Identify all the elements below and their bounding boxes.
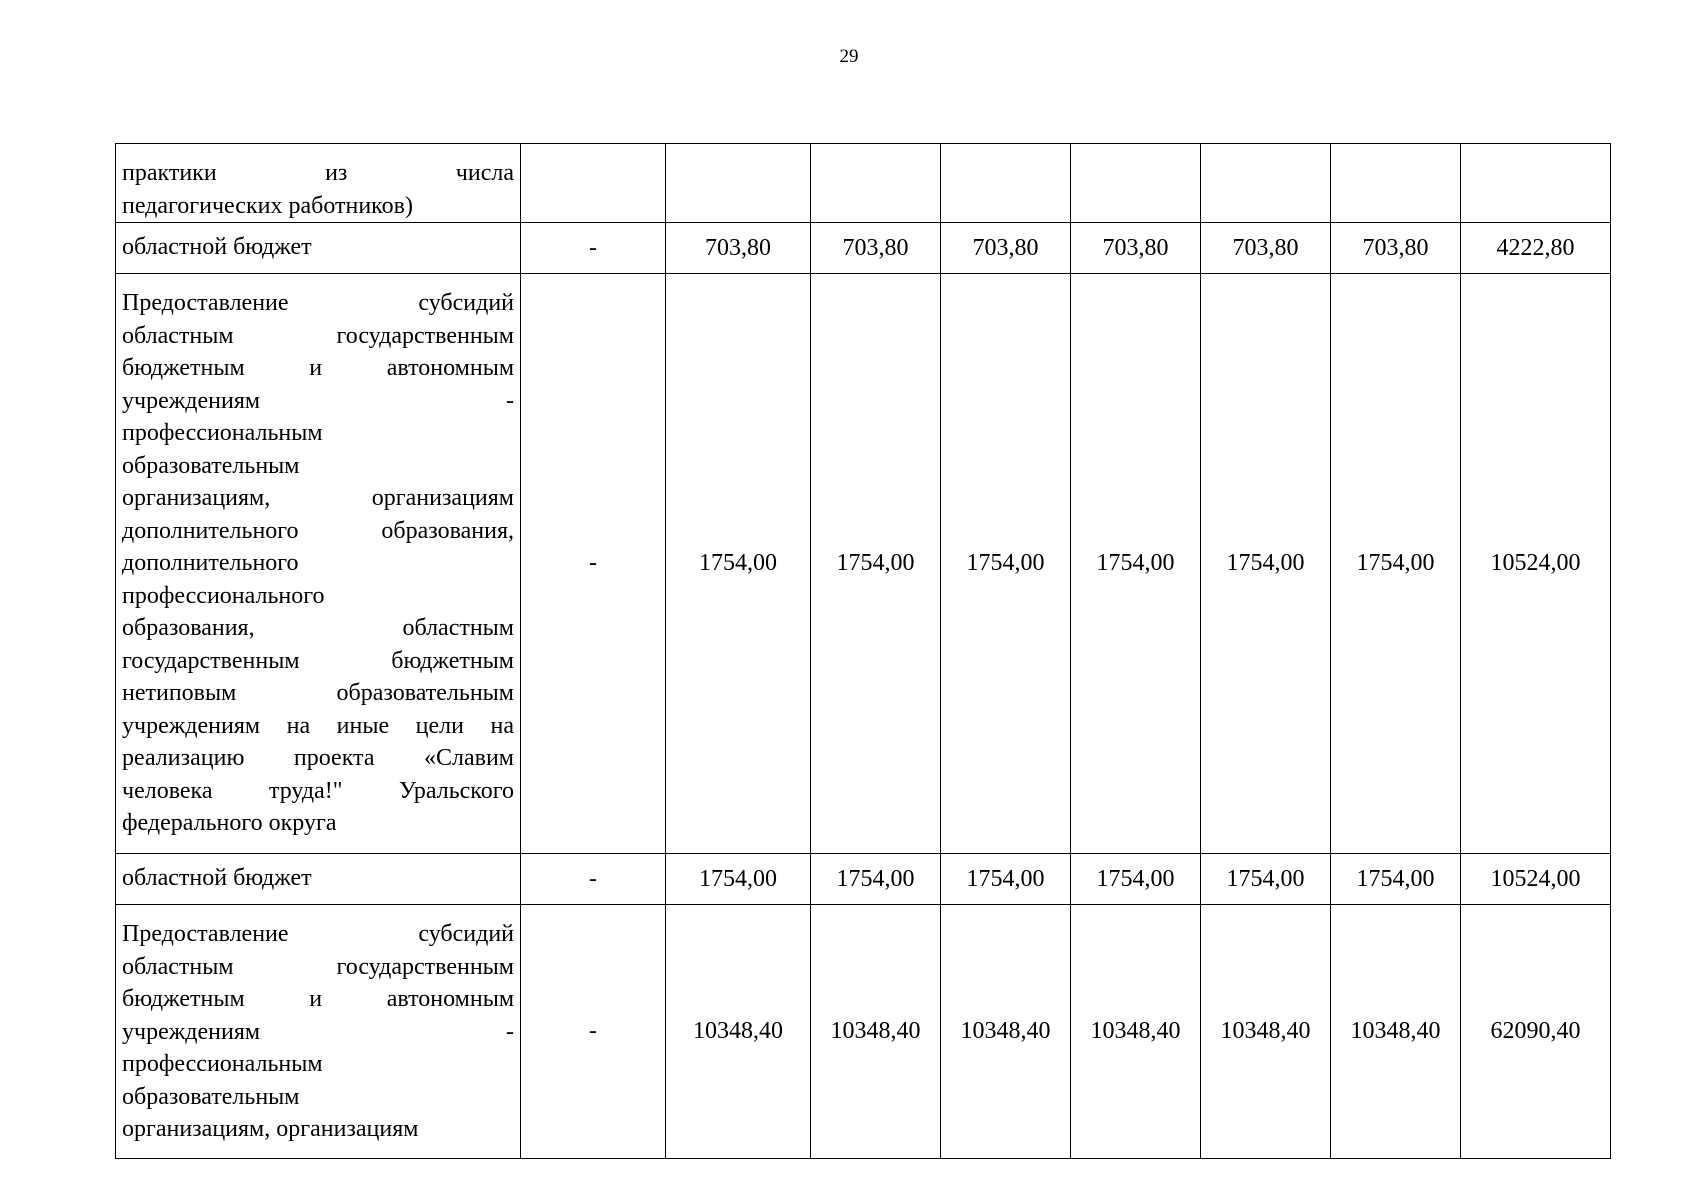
description-line: организациям, организациям	[122, 1116, 419, 1142]
year-value-cell	[1201, 144, 1331, 223]
year-value-cell: 703,80	[1071, 223, 1201, 274]
row-description	[116, 144, 521, 223]
description-line: учреждениям на иные цели на	[122, 712, 514, 739]
year-value-cell: 10348,40	[666, 905, 811, 1159]
row-description	[116, 223, 521, 274]
year-value-cell: 1754,00	[1331, 274, 1461, 854]
year-value-cell: 703,80	[1201, 223, 1331, 274]
description-line: педагогических работников)	[122, 192, 413, 219]
year-value-cell: 703,80	[1331, 223, 1461, 274]
year-value-cell: 1754,00	[941, 854, 1071, 905]
row-description	[116, 854, 521, 905]
year-value-cell: 1754,00	[1071, 854, 1201, 905]
table-body	[116, 144, 1611, 1159]
year-value-cell: 1754,00	[1071, 274, 1201, 854]
year-value-cell: 10348,40	[941, 905, 1071, 1159]
row-description	[116, 905, 521, 1159]
description-line: бюджетным и автономным	[122, 355, 514, 381]
year-value-cell: 703,80	[811, 223, 941, 274]
year-value-cell: 1754,00	[811, 274, 941, 854]
year-value-cell: 1754,00	[811, 854, 941, 905]
year-value-cell: 1754,00	[1331, 854, 1461, 905]
year-value-cell: 10348,40	[1331, 905, 1461, 1159]
source-cell: -	[521, 905, 666, 1159]
year-value-cell: 10348,40	[1201, 905, 1331, 1159]
total-cell: 62090,40	[1461, 905, 1611, 1159]
page-number: 29	[839, 46, 859, 67]
table-row	[116, 905, 1611, 1159]
year-value-cell: 1754,00	[666, 274, 811, 854]
table-row	[116, 223, 1611, 274]
year-value-cell: 1754,00	[666, 854, 811, 905]
description-line: областным государственным	[122, 953, 514, 980]
table-row	[116, 144, 1611, 223]
year-value-cell	[666, 144, 811, 223]
year-value-cell	[811, 144, 941, 223]
year-value-cell: 703,80	[666, 223, 811, 274]
description-line: учреждениям -	[122, 387, 514, 414]
source-cell	[521, 144, 666, 223]
description-line: областной бюджет	[122, 865, 312, 891]
year-value-cell: 10348,40	[811, 905, 941, 1159]
description-line: дополнительного	[122, 550, 299, 576]
source-cell: -	[521, 854, 666, 905]
description-line: Предоставление субсидий	[122, 921, 514, 947]
total-cell: 4222,80	[1461, 223, 1611, 274]
description-line: образовательным	[122, 1083, 300, 1110]
description-line: областной бюджет	[122, 234, 312, 260]
year-value-cell: 1754,00	[941, 274, 1071, 854]
description-line: государственным бюджетным	[122, 647, 514, 674]
description-line: практики из числа	[122, 160, 514, 186]
row-description	[116, 274, 521, 854]
description-line: учреждениям -	[122, 1018, 514, 1045]
total-cell: 10524,00	[1461, 274, 1611, 854]
year-value-cell	[1331, 144, 1461, 223]
source-cell: -	[521, 274, 666, 854]
description-line: организациям, организациям	[122, 485, 514, 511]
year-value-cell: 703,80	[941, 223, 1071, 274]
source-cell: -	[521, 223, 666, 274]
description-line: образования, областным	[122, 615, 514, 641]
description-line: бюджетным и автономным	[122, 986, 514, 1012]
description-line: нетиповым образовательным	[122, 680, 514, 706]
year-value-cell	[941, 144, 1071, 223]
description-line: профессионального	[122, 582, 325, 609]
year-value-cell	[1071, 144, 1201, 223]
year-value-cell: 1754,00	[1201, 854, 1331, 905]
year-value-cell: 1754,00	[1201, 274, 1331, 854]
description-line: образовательным	[122, 452, 300, 479]
budget-table	[115, 143, 1611, 1159]
description-line: профессиональным	[122, 1051, 323, 1077]
description-line: областным государственным	[122, 322, 514, 349]
total-cell	[1461, 144, 1611, 223]
description-line: реализацию проекта «Славим	[122, 745, 514, 771]
year-value-cell: 10348,40	[1071, 905, 1201, 1159]
total-cell: 10524,00	[1461, 854, 1611, 905]
table-row	[116, 854, 1611, 905]
description-line: профессиональным	[122, 420, 323, 446]
description-line: Предоставление субсидий	[122, 290, 514, 316]
description-line: федерального округа	[122, 810, 337, 836]
description-line: человека труда!" Уральского	[122, 777, 514, 804]
table-row	[116, 274, 1611, 854]
description-line: дополнительного образования,	[122, 517, 514, 544]
